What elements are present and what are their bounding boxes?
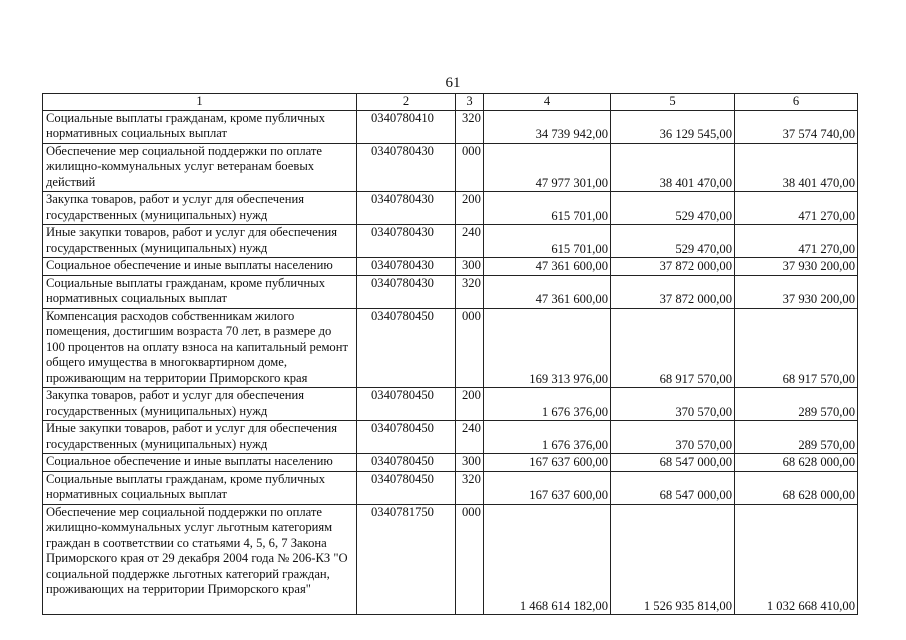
row-value-col4: 615 701,00 <box>484 225 611 258</box>
row-name: Социальные выплаты гражданам, кроме публичных нормативных социальных выплат <box>43 471 357 504</box>
row-value-col4: 167 637 600,00 <box>484 471 611 504</box>
row-name: Иные закупки товаров, работ и услуг для обеспечения государственных (муниципальных) нужд <box>43 421 357 454</box>
row-kvr: 320 <box>456 275 484 308</box>
row-value-col5: 68 547 000,00 <box>611 454 735 472</box>
row-name: Социальные выплаты гражданам, кроме публичных нормативных социальных выплат <box>43 110 357 143</box>
row-value-col6: 68 917 570,00 <box>735 308 858 388</box>
row-value-col5: 529 470,00 <box>611 192 735 225</box>
row-code: 0340780450 <box>357 421 456 454</box>
row-kvr: 200 <box>456 388 484 421</box>
row-value-col5: 37 872 000,00 <box>611 258 735 276</box>
row-value-col4: 169 313 976,00 <box>484 308 611 388</box>
row-value-col6: 37 930 200,00 <box>735 258 858 276</box>
table-row <box>43 421 858 454</box>
row-name: Иные закупки товаров, работ и услуг для обеспечения государственных (муниципальных) нужд <box>43 225 357 258</box>
column-header: 6 <box>735 94 858 111</box>
row-name: Обеспечение мер социальной поддержки по оплате жилищно-коммунальных услуг льготным категориям граждан в соответствии со статьями 4, 5, 6, 7 Закона Приморского края от 29 декабря 2004 года № 206-КЗ "О социальной поддержке льготных категорий граждан, проживающих на территории Приморского края" <box>43 504 357 615</box>
row-name: Закупка товаров, работ и услуг для обеспечения государственных (муниципальных) нужд <box>43 388 357 421</box>
row-kvr: 000 <box>456 504 484 615</box>
row-code: 0340781750 <box>357 504 456 615</box>
row-value-col4: 47 977 301,00 <box>484 143 611 192</box>
row-kvr: 320 <box>456 110 484 143</box>
row-code: 0340780430 <box>357 258 456 276</box>
row-value-col4: 1 468 614 182,00 <box>484 504 611 615</box>
row-value-col6: 289 570,00 <box>735 388 858 421</box>
budget-table <box>42 93 858 615</box>
table-row <box>43 275 858 308</box>
table-row <box>43 454 858 472</box>
row-value-col4: 167 637 600,00 <box>484 454 611 472</box>
row-code: 0340780410 <box>357 110 456 143</box>
row-value-col5: 68 917 570,00 <box>611 308 735 388</box>
row-value-col4: 615 701,00 <box>484 192 611 225</box>
row-name: Обеспечение мер социальной поддержки по оплате жилищно-коммунальных услуг ветеранам боевых действий <box>43 143 357 192</box>
row-code: 0340780430 <box>357 192 456 225</box>
row-value-col5: 370 570,00 <box>611 388 735 421</box>
row-name: Социальное обеспечение и иные выплаты населению <box>43 454 357 472</box>
row-code: 0340780450 <box>357 308 456 388</box>
row-value-col6: 68 628 000,00 <box>735 454 858 472</box>
row-value-col6: 68 628 000,00 <box>735 471 858 504</box>
row-value-col5: 1 526 935 814,00 <box>611 504 735 615</box>
table-row <box>43 110 858 143</box>
column-header: 1 <box>43 94 357 111</box>
table-row <box>43 225 858 258</box>
row-name: Компенсация расходов собственникам жилого помещения, достигшим возраста 70 лет, в размере до 100 процентов на оплату взноса на капитальный ремонт общего имущества в многоквартирном доме, проживающим на территории Приморского края <box>43 308 357 388</box>
row-code: 0340780450 <box>357 454 456 472</box>
row-code: 0340780430 <box>357 143 456 192</box>
row-kvr: 000 <box>456 143 484 192</box>
column-number-row <box>43 94 858 111</box>
row-kvr: 000 <box>456 308 484 388</box>
row-name: Социальное обеспечение и иные выплаты населению <box>43 258 357 276</box>
row-kvr: 240 <box>456 225 484 258</box>
table-row <box>43 192 858 225</box>
row-value-col4: 1 676 376,00 <box>484 421 611 454</box>
table-row <box>43 388 858 421</box>
row-value-col6: 289 570,00 <box>735 421 858 454</box>
row-value-col5: 529 470,00 <box>611 225 735 258</box>
column-header: 4 <box>484 94 611 111</box>
row-value-col6: 37 930 200,00 <box>735 275 858 308</box>
row-value-col4: 1 676 376,00 <box>484 388 611 421</box>
row-value-col6: 38 401 470,00 <box>735 143 858 192</box>
column-header: 2 <box>357 94 456 111</box>
row-code: 0340780450 <box>357 388 456 421</box>
row-value-col4: 47 361 600,00 <box>484 275 611 308</box>
row-value-col6: 37 574 740,00 <box>735 110 858 143</box>
row-value-col5: 38 401 470,00 <box>611 143 735 192</box>
column-header: 5 <box>611 94 735 111</box>
row-value-col6: 471 270,00 <box>735 225 858 258</box>
table-row <box>43 471 858 504</box>
row-value-col5: 37 872 000,00 <box>611 275 735 308</box>
row-kvr: 300 <box>456 454 484 472</box>
row-name: Закупка товаров, работ и услуг для обеспечения государственных (муниципальных) нужд <box>43 192 357 225</box>
row-code: 0340780450 <box>357 471 456 504</box>
column-header: 3 <box>456 94 484 111</box>
row-name: Социальные выплаты гражданам, кроме публичных нормативных социальных выплат <box>43 275 357 308</box>
row-kvr: 320 <box>456 471 484 504</box>
table-row <box>43 258 858 276</box>
row-kvr: 200 <box>456 192 484 225</box>
row-value-col5: 36 129 545,00 <box>611 110 735 143</box>
row-value-col5: 370 570,00 <box>611 421 735 454</box>
row-value-col6: 1 032 668 410,00 <box>735 504 858 615</box>
page-number: 61 <box>445 75 461 91</box>
table-row <box>43 143 858 192</box>
row-code: 0340780430 <box>357 225 456 258</box>
row-value-col5: 68 547 000,00 <box>611 471 735 504</box>
row-kvr: 300 <box>456 258 484 276</box>
row-value-col4: 47 361 600,00 <box>484 258 611 276</box>
table-row <box>43 504 858 615</box>
table-row <box>43 308 858 388</box>
row-value-col4: 34 739 942,00 <box>484 110 611 143</box>
row-code: 0340780430 <box>357 275 456 308</box>
row-kvr: 240 <box>456 421 484 454</box>
row-value-col6: 471 270,00 <box>735 192 858 225</box>
